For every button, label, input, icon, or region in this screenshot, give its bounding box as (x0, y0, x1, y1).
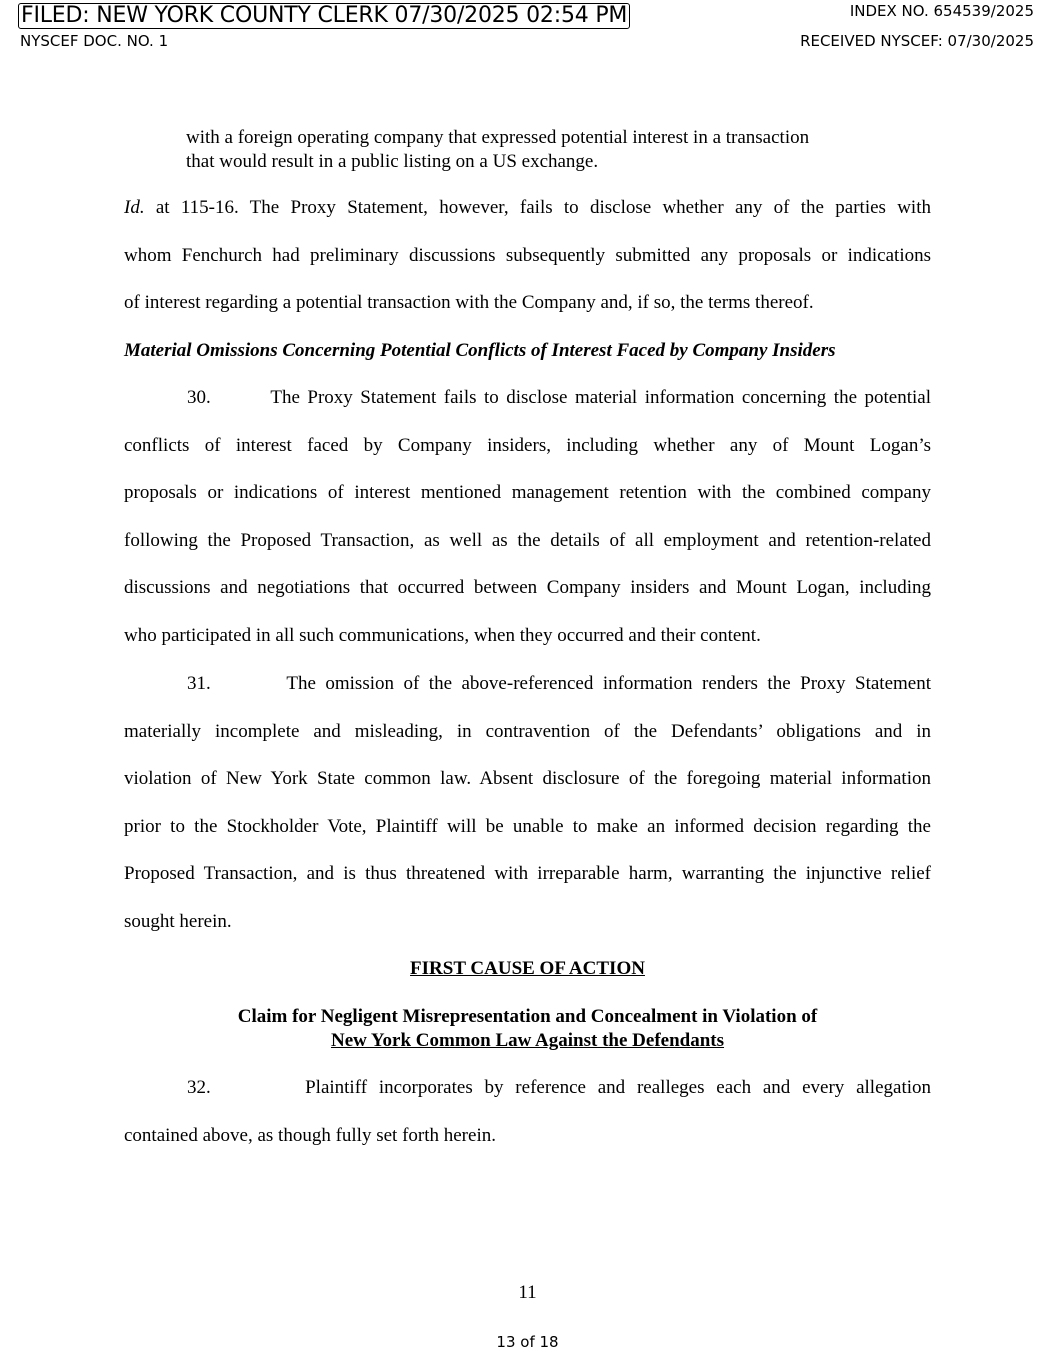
index-number: INDEX NO. 654539/2025 (849, 2, 1034, 20)
paragraph-31 (124, 660, 931, 946)
paragraph-30 (124, 374, 931, 660)
doc-number: NYSCEF DOC. NO. 1 (20, 32, 169, 50)
paragraph-line: 31. The omission of the above-referenced information renders the Proxy Statement (187, 673, 931, 694)
claim-heading-line1: Claim for Negligent Misrepresentation and Concealment in Violation of (237, 1006, 818, 1027)
paragraph-line: contained above, as though fully set forth herein. (124, 1124, 496, 1146)
paragraph-line: Proposed Transaction, and is thus threatened with irreparable harm, warranting the injunctive relief (124, 863, 931, 885)
paragraph-line: 32. Plaintiff incorporates by reference and realleges each and every allegation (187, 1077, 931, 1098)
paragraph-id-citation (124, 184, 931, 327)
paragraph-32 (124, 1064, 931, 1159)
paragraph-line: materially incomplete and misleading, in contravention of the Defendants’ obligations and in (124, 720, 931, 742)
paragraph-line: violation of New York State common law. Absent disclosure of the foregoing material information (124, 768, 931, 790)
paragraph-line: 30. The Proxy Statement fails to disclose material information concerning the potential (187, 387, 931, 408)
paragraph-line: proposals or indications of interest mentioned management retention with the combined company (124, 482, 931, 504)
page-footer: 13 of 18 (496, 1333, 559, 1351)
received-date: RECEIVED NYSCEF: 07/30/2025 (800, 32, 1034, 50)
paragraph-line: of interest regarding a potential transaction with the Company and, if so, the terms thereof. (124, 292, 814, 314)
section-heading: Material Omissions Concerning Potential Conflicts of Interest Faced by Company Insiders (124, 340, 836, 361)
paragraph-line: sought herein. (124, 910, 232, 932)
cause-of-action-title: FIRST CAUSE OF ACTION (410, 958, 645, 979)
paragraph-line: who participated in all such communications, when they occurred and their content. (124, 624, 761, 646)
paragraph-line: prior to the Stockholder Vote, Plaintiff will be unable to make an informed decision regarding the (124, 815, 931, 837)
filed-stamp: FILED: NEW YORK COUNTY CLERK 07/30/2025 02:54 PM (18, 3, 630, 29)
page-number: 11 (518, 1282, 537, 1303)
id-citation: Id. (124, 197, 145, 218)
quote-line: that would result in a public listing on a US exchange. (186, 151, 599, 172)
paragraph-line: following the Proposed Transaction, as well as the details of all employment and retention-related (124, 529, 931, 551)
paragraph-line: discussions and negotiations that occurred between Company insiders and Mount Logan, including (124, 577, 931, 599)
paragraph-line: conflicts of interest faced by Company insiders, including whether any of Mount Logan’s (124, 434, 931, 456)
paragraph-line: at 115-16. The Proxy Statement, however, fails to disclose whether any of the parties with (144, 197, 931, 218)
quote-line: with a foreign operating company that expressed potential interest in a transaction (186, 127, 810, 148)
claim-heading-line2: New York Common Law Against the Defendants (330, 1030, 725, 1051)
block-quote (186, 126, 886, 174)
paragraph-line: whom Fenchurch had preliminary discussions subsequently submitted any proposals or indications (124, 244, 931, 266)
